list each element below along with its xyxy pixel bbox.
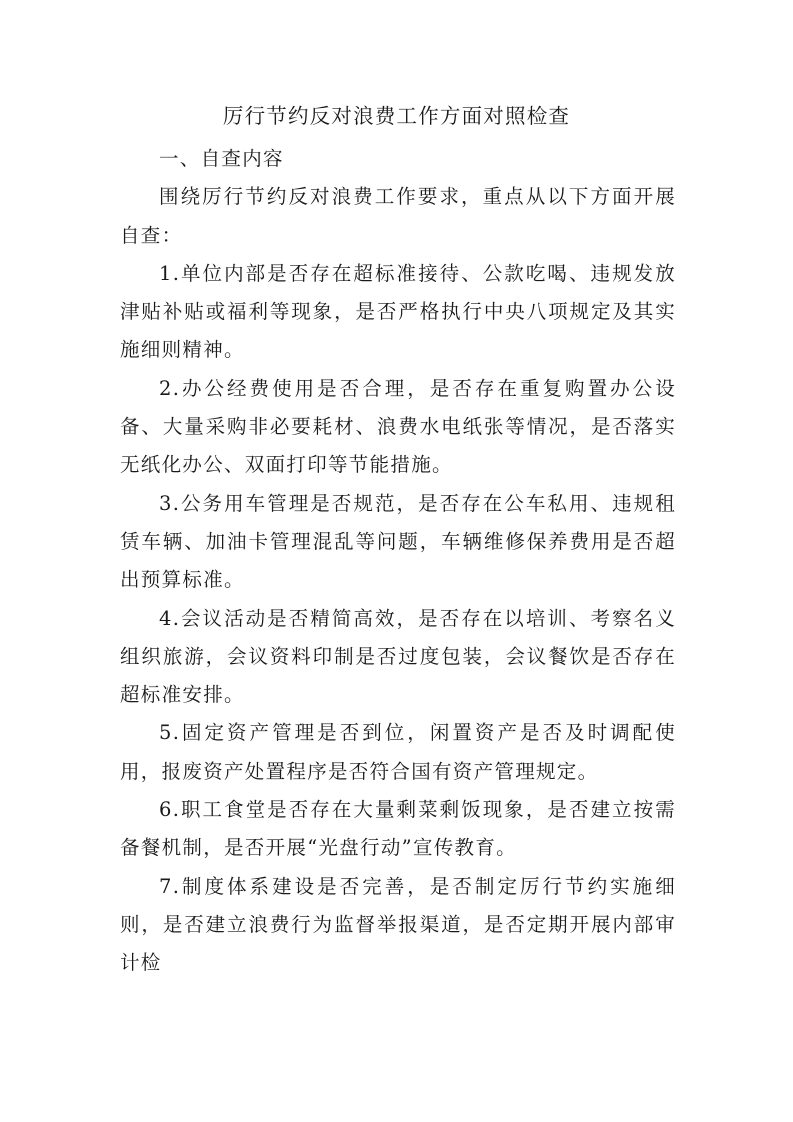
checklist-item: 6.职工食堂是否存在大量剩菜剩饭现象，是否建立按需备餐机制，是否开展“光盘行动”宣传教育。 (120, 798, 676, 860)
checklist-item: 3.公务用车管理是否规范，是否存在公车私用、违规租赁车辆、加油卡管理混乱等问题，车辆维修保养费用是否超出预算标准。 (120, 491, 676, 592)
checklist-item: 4.会议活动是否精简高效，是否存在以培训、考察名义组织旅游，会议资料印制是否过度包装，会议餐饮是否存在超标准安排。 (120, 606, 676, 707)
checklist-item: 2.办公经费使用是否合理，是否存在重复购置办公设备、大量采购非必要耗材、浪费水电纸张等情况，是否落实无纸化办公、双面打印等节能措施。 (120, 376, 676, 477)
checklist-item: 5.固定资产管理是否到位，闲置资产是否及时调配使用，报废资产处置程序是否符合国有资产管理规定。 (120, 721, 676, 783)
document-title: 厉行节约反对浪费工作方面对照检查 (222, 104, 571, 128)
checklist-item: 1.单位内部是否存在超标准接待、公款吃喝、违规发放津贴补贴或福利等现象，是否严格执行中央八项规定及其实施细则精神。 (120, 261, 676, 362)
section-heading: 一、自查内容 (159, 147, 284, 170)
document-body (120, 140, 676, 983)
intro-paragraph: 围绕厉行节约反对浪费工作要求，重点从以下方面开展自查： (120, 185, 676, 247)
checklist-item: 7.制度体系建设是否完善，是否制定厉行节约实施细则，是否建立浪费行为监督举报渠道，是否定期开展内部审计检 (120, 874, 676, 975)
